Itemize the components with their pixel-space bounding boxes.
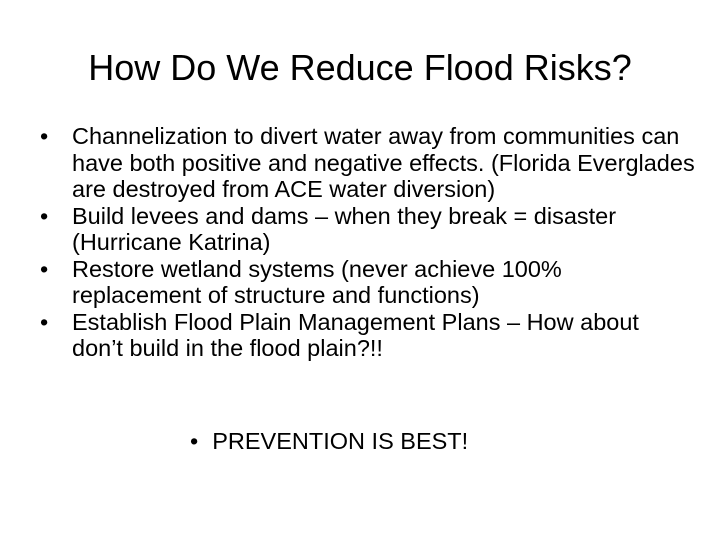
bullet-item-wetlands <box>36 256 696 309</box>
bullet-icon: • <box>40 202 49 229</box>
bullet-list <box>36 123 696 362</box>
bullet-icon: • <box>40 308 49 335</box>
slide-title: How Do We Reduce Flood Risks? <box>88 47 632 88</box>
bullet-text: Establish Flood Plain Management Plans – How about don’t build in the flood plain?!! <box>72 308 639 361</box>
bullet-item-flood-plain <box>36 309 696 362</box>
bullet-icon: • <box>190 428 199 454</box>
bullet-text: Restore wetland systems (never achieve 100% replacement of structure and functions) <box>72 255 562 308</box>
bullet-icon: • <box>40 123 49 149</box>
bullet-item-prevention <box>190 428 468 455</box>
bullet-text: Build levees and dams – when they break = disaster (Hurricane Katrina) <box>72 202 617 255</box>
bullet-text: Channelization to divert water away from communities can have both positive and negative effects. (Florida Everglades are destroyed from ACE water diversion) <box>72 123 695 202</box>
bullet-text: PREVENTION IS BEST! <box>212 428 469 454</box>
bullet-icon: • <box>40 255 49 282</box>
bullet-item-levees <box>36 203 696 256</box>
bullet-item-channelization <box>36 123 696 203</box>
